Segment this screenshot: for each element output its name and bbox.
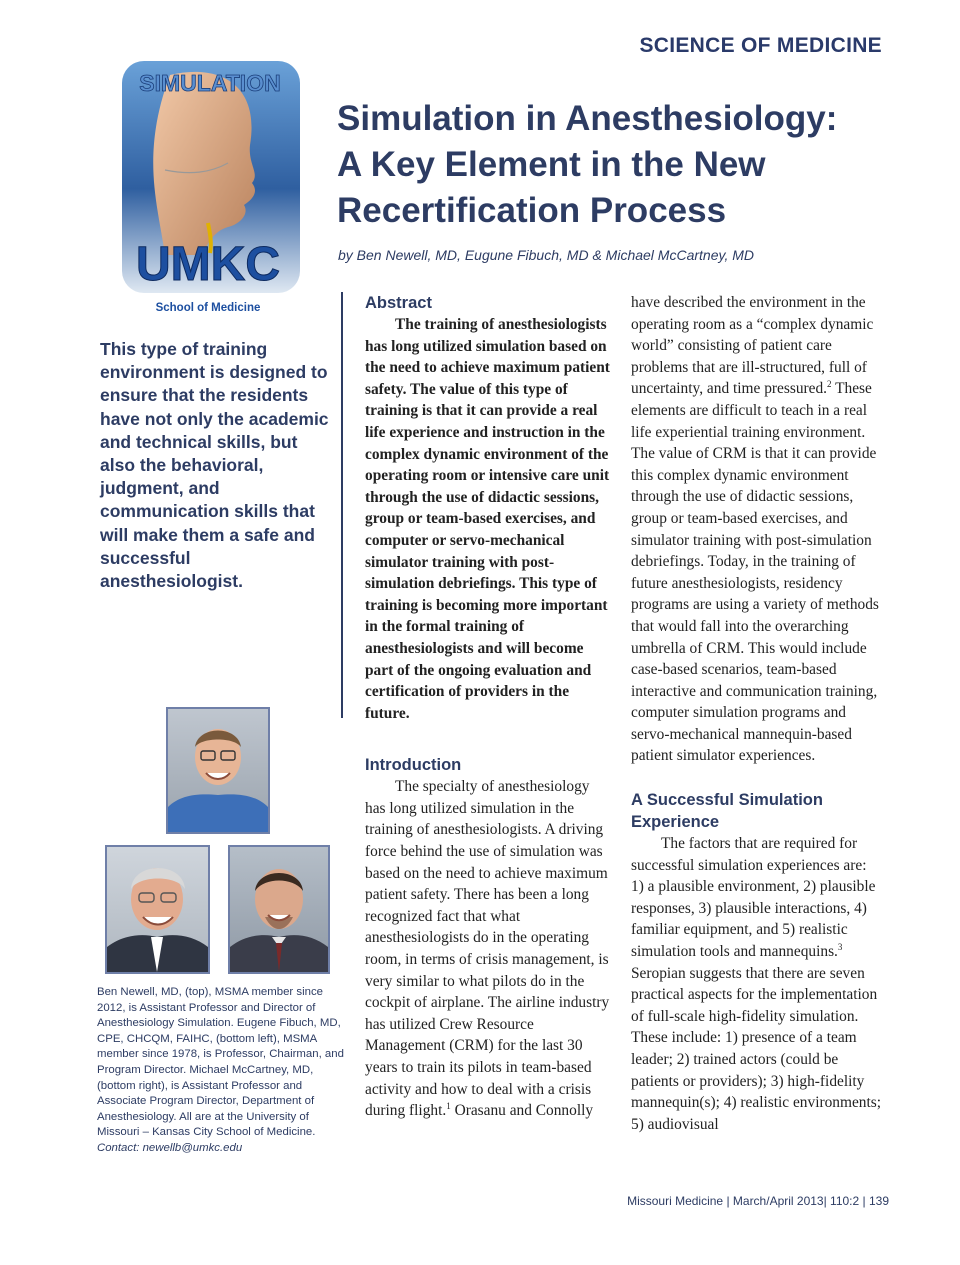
section-label: SCIENCE OF MEDICINE bbox=[639, 34, 882, 57]
simulation-text-a: The factors that are required for successful simulation experiences are: 1) a plausible environment, 2) plausible responses, 3) plausible interactions, 4) familiar equipment, and 5) realistic simulation tools and mannequins. bbox=[631, 835, 876, 961]
title-line: Recertification Process bbox=[337, 191, 727, 230]
introduction-body: The specialty of anesthesiology has long utilized simulation in the training of anesthesiologists. A driving force behind the use of simulation was based on the need to achieve maximum patient safety. There has been a long recognized fact that what anesthesiologists do in the operating room, in terms of crisis management, is very similar to what pilots do in the cockpit of airplane. The airline industry has utilized Crew Resource Management (CRM) for the last 30 years to train its pilots in team-based activity and how to deal with a crisis during flight. bbox=[365, 778, 610, 1120]
caption-text: Ben Newell, MD, (top), MSMA member since 2012, is Assistant Professor and Director of Anesthesiology Simulation. Eugene Fibuch, MD, CPE, CHCQM, FAIHC, (bottom left), MSMA member since 1978, is Professor, Chairman, and Program Director. Michael McCartney, MD, (bottom right), is Assistant Professor and Associate Program Director, Department of Anesthesiology. All are at the University of Missouri – Kansas City School of Medicine. bbox=[97, 986, 344, 1139]
page-footer: Missouri Medicine | March/April 2013| 110:2 | 139 bbox=[627, 1194, 889, 1208]
author-photo-newell bbox=[166, 707, 270, 834]
column-middle bbox=[365, 292, 611, 1122]
divider-rule bbox=[341, 292, 343, 718]
photo-caption bbox=[97, 985, 347, 1157]
title-line: A Key Element in the New bbox=[337, 145, 766, 184]
logo-subtext: School of Medicine bbox=[155, 302, 261, 314]
reference-1: 1 bbox=[446, 1101, 451, 1112]
simulation-experience-text bbox=[631, 833, 883, 1135]
logo-top-text: SIMULATION bbox=[139, 70, 281, 96]
author-photo-fibuch bbox=[105, 845, 210, 974]
introduction-end: Orasanu and Connolly bbox=[450, 1102, 594, 1120]
abstract-text: The training of anesthesiologists has long utilized simulation based on the need to achieve maximum patient safety. The value of this type of training is that it can provide a real life experience and instruction in the complex dynamic environment of the operating room or intensive care unit through the use of didactic sessions, group or team-based exercises, and computer or servo-mechanical simulator training with post-simulation debriefings. This type of training is becoming more important in the formal training of anesthesiologists and will become part of the ongoing evaluation and certification of providers in the future. bbox=[365, 316, 610, 722]
byline: by Ben Newell, MD, Eugune Fibuch, MD & Michael McCartney, MD bbox=[338, 247, 754, 263]
introduction-text bbox=[365, 776, 611, 1122]
continuation-body-2: These elements are difficult to teach in a real life experiential training environment. The value of CRM is that it can provide this complex dynamic environment through the use of didactic sessions, group or team-based exercises, and simulator training with post-simulation debriefings. Today, in the training of future anesthesiologists, residency programs are using a variety of methods that would fall into the overarching umbrella of CRM. This would include case-based scenarios, team-based interactive and communication training, computer simulation programs and servo-mechanical mannequin-based patient simulator experiences. bbox=[631, 380, 879, 765]
reference-3: 3 bbox=[837, 941, 843, 952]
pull-quote: This type of training environment is designed to ensure that the residents have not only the academic and technical skills, but also the behavioral, judgment, and communication skills that will make them a safe and successful anesthesiologist. bbox=[100, 339, 329, 592]
article-title bbox=[337, 96, 897, 234]
continuation-body: have described the environment in the operating room as a “complex dynamic world” consisting of patient care problems that are ill-structured, full of uncertainty, and time pressured. bbox=[631, 294, 874, 398]
logo-brand: UMKC bbox=[136, 238, 280, 291]
author-photo-mccartney bbox=[228, 845, 330, 974]
continuation-text bbox=[631, 292, 883, 767]
caption-contact: Contact: newellb@umkc.edu bbox=[97, 1141, 243, 1154]
column-right bbox=[631, 292, 883, 1135]
introduction-heading: Introduction bbox=[365, 756, 462, 775]
simulation-experience-heading: A Successful Simulation Experience bbox=[631, 791, 823, 832]
simulation-text-b: Seropian suggests that there are seven practical aspects for the implementation of full-scale high-fidelity simulation. These include: 1) presence of a team leader; 2) trained actors (could be patients or providers); 3) high-fidelity mannequin(s); 4) realistic environments; 5) audiovisual bbox=[631, 964, 882, 1133]
reference-2: 2 bbox=[827, 379, 832, 390]
title-line: Simulation in Anesthesiology: bbox=[337, 99, 838, 138]
abstract-heading: Abstract bbox=[365, 294, 432, 312]
simulation-umkc-logo bbox=[110, 55, 320, 317]
